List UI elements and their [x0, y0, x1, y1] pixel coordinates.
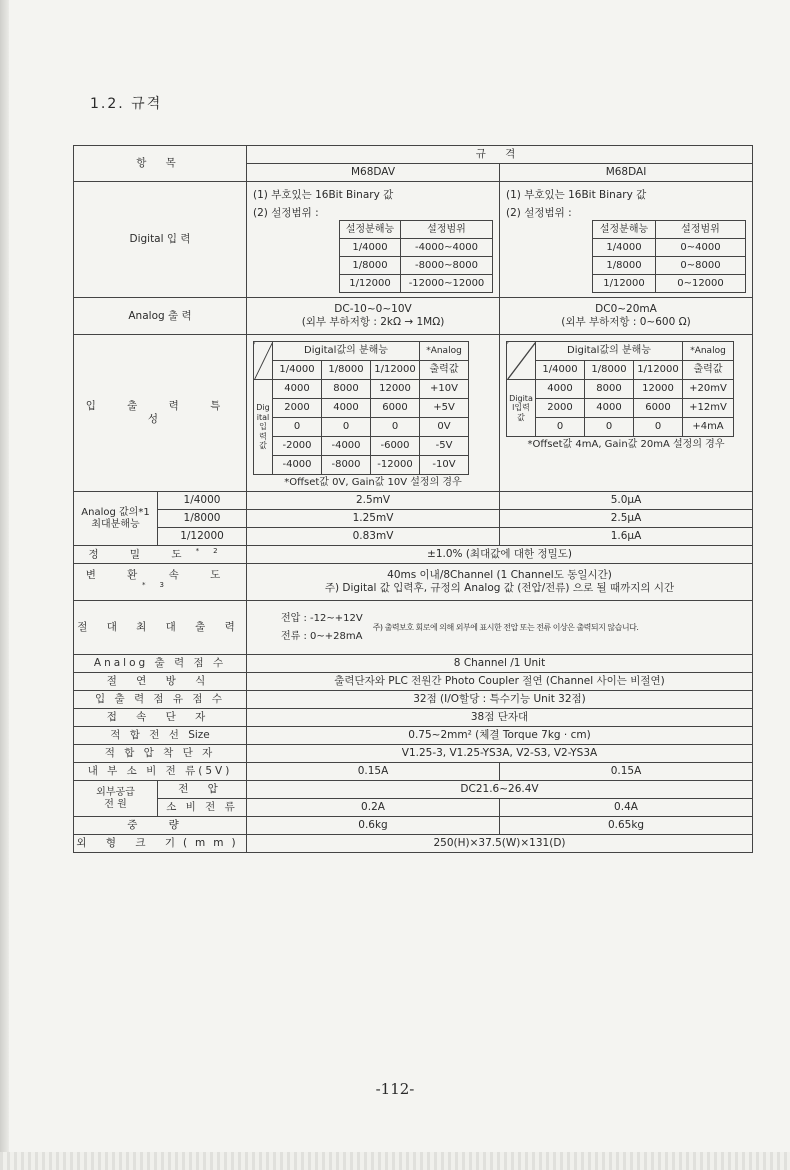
internal-current-a: 0.15A [247, 763, 500, 781]
cell: -10V [420, 456, 469, 475]
row-value: 32점 (I/O할당 : 특수기능 Unit 32점) [247, 691, 753, 709]
abs-max-value [247, 601, 753, 655]
speed-row [74, 564, 753, 601]
max-res-a: 1.25mV [247, 510, 500, 528]
cell: -2000 [273, 437, 322, 456]
cell: -12000~12000 [401, 275, 493, 293]
header-row [74, 146, 753, 164]
io-char-row [74, 335, 753, 492]
abs-max-current: 전류 : 0~+28mA [281, 630, 363, 642]
res-col: 1/12000 [634, 361, 683, 380]
cell: 1/12000 [593, 275, 656, 293]
io-char-b [500, 335, 753, 492]
speed-label [74, 564, 247, 601]
ext-current-b: 0.4A [500, 799, 753, 817]
io-b-table [506, 341, 734, 437]
io-a-note: *Offset값 0V, Gain값 10V 설정의 경우 [284, 477, 462, 488]
table-row [507, 399, 734, 418]
cell: 1/4000 [340, 239, 401, 257]
row-label: Analog 출 력 점 수 [74, 655, 247, 673]
max-res-b: 2.5μA [500, 510, 753, 528]
weight-label: 중 량 [74, 817, 247, 835]
row-value: 0.75~2mm² (체결 Torque 7kg · cm) [247, 727, 753, 745]
cell: 8000 [585, 380, 634, 399]
max-res-label-1: Analog 값의*1 [81, 506, 150, 518]
ext-voltage-value: DC21.6~26.4V [247, 781, 753, 799]
dimensions-row [74, 835, 753, 853]
cell: 1/8000 [340, 257, 401, 275]
row-label: 입 출 력 점 유 점 수 [74, 691, 247, 709]
head-digital: Digital값의 분해능 [536, 342, 683, 361]
cell: 0 [634, 418, 683, 437]
speed-sup: *3 [142, 581, 178, 590]
head-analog-1: *Analog [420, 342, 469, 361]
ext-voltage-label: 전 압 [158, 781, 247, 799]
cell: 0~8000 [656, 257, 746, 275]
cell: 2000 [536, 399, 585, 418]
cell: 6000 [634, 399, 683, 418]
table-row [254, 399, 469, 418]
table-row [340, 275, 493, 293]
digital-b-line2: (2) 설정범위 : [506, 207, 572, 219]
analog-output-row [74, 298, 753, 335]
cell: +5V [420, 399, 469, 418]
spec-table [73, 145, 753, 853]
analog-output-label: Analog 출 력 [74, 298, 247, 335]
max-res-row-3 [74, 528, 753, 546]
corner-diagonal [254, 342, 273, 380]
table-row [507, 418, 734, 437]
head-analog-2: 출력값 [420, 361, 469, 380]
accuracy-row [74, 546, 753, 564]
speed-line2: 주) Digital 값 입력후, 규정의 Analog 값 (전압/전류) 으로 될 때까지의 시간 [324, 582, 675, 594]
ext-current-row [74, 799, 753, 817]
col-res: 설정분해능 [593, 221, 656, 239]
col-range: 설정범위 [656, 221, 746, 239]
analog-b-line2: (외부 부하저항 : 0~600 Ω) [561, 316, 691, 328]
abs-max-row [74, 601, 753, 655]
digital-a-line1: (1) 부호있는 16Bit Binary 값 [253, 189, 394, 201]
accuracy-sup: *2 [195, 547, 232, 556]
accuracy-label-text: 정 밀 도 [88, 548, 196, 561]
analog-b-line1: DC0~20mA [595, 303, 657, 316]
cell: +4mA [683, 418, 734, 437]
cell: -6000 [371, 437, 420, 456]
page-edge [0, 0, 9, 1170]
max-res-a: 2.5mV [247, 492, 500, 510]
side-label: Digital입력값 [507, 380, 536, 437]
cell: 4000 [585, 399, 634, 418]
max-res-res: 1/12000 [158, 528, 247, 546]
speed-label-text: 변 환 속 도 [85, 568, 235, 581]
digital-b-range-table [592, 220, 746, 293]
head-digital: Digital값의 분해능 [273, 342, 420, 361]
res-col: 1/4000 [273, 361, 322, 380]
cell: 12000 [634, 380, 683, 399]
abs-max-note: 주) 출력보호 회로에 의해 외부에 표시한 전압 또는 전류 이상은 출력되지 않습니다. [372, 622, 639, 632]
cell: 0 [536, 418, 585, 437]
row-label-suffix: Size [188, 729, 210, 742]
max-res-row-1 [74, 492, 753, 510]
table-row [74, 673, 753, 691]
table-row [593, 257, 746, 275]
abs-max-voltage: 전압 : -12~+12V [281, 612, 363, 624]
cell: 0 [371, 418, 420, 437]
cell: 0~4000 [656, 239, 746, 257]
abs-max-label: 절 대 최 대 출 력 [74, 601, 247, 655]
table-row [74, 727, 753, 745]
cell: 0 [585, 418, 634, 437]
internal-current-b: 0.15A [500, 763, 753, 781]
table-row [593, 275, 746, 293]
weight-b: 0.65kg [500, 817, 753, 835]
corner-diagonal [507, 342, 536, 380]
col-res: 설정분해능 [340, 221, 401, 239]
table-row [254, 456, 469, 475]
cell: -4000 [273, 456, 322, 475]
table-row [74, 691, 753, 709]
max-res-row-2 [74, 510, 753, 528]
cell: 6000 [371, 399, 420, 418]
cell: 0 [322, 418, 371, 437]
cell: +20mV [683, 380, 734, 399]
max-res-label [74, 492, 158, 546]
cell: +12mV [683, 399, 734, 418]
weight-row [74, 817, 753, 835]
ext-voltage-row [74, 781, 753, 799]
col-range: 설정범위 [401, 221, 493, 239]
table-row [254, 418, 469, 437]
digital-input-row [74, 182, 753, 298]
row-label: 적 합 압 착 단 자 [74, 745, 247, 763]
cell: 1/12000 [340, 275, 401, 293]
internal-current-label: 내 부 소 비 전 류(5V) [74, 763, 247, 781]
head-analog-1: *Analog [683, 342, 734, 361]
row-label [74, 727, 247, 745]
head-analog-2: 출력값 [683, 361, 734, 380]
row-label-text: 적 합 전 선 [110, 729, 182, 742]
dimensions-value: 250(H)×37.5(W)×131(D) [247, 835, 753, 853]
header-item: 항 목 [74, 146, 247, 182]
max-res-res: 1/8000 [158, 510, 247, 528]
cell: -5V [420, 437, 469, 456]
cell: 0V [420, 418, 469, 437]
cell: -4000 [322, 437, 371, 456]
internal-current-row [74, 763, 753, 781]
side-label: Digital입력값 [254, 380, 273, 475]
res-col: 1/8000 [585, 361, 634, 380]
cell: 0 [273, 418, 322, 437]
row-value: V1.25-3, V1.25-YS3A, V2-S3, V2-YS3A [247, 745, 753, 763]
cell: 4000 [322, 399, 371, 418]
ext-current-a: 0.2A [247, 799, 500, 817]
table-row [340, 239, 493, 257]
io-b-note: *Offset값 4mA, Gain값 20mA 설정의 경우 [527, 439, 725, 450]
row-value: 출력단자와 PLC 전원간 Photo Coupler 절연 (Channel 사이는 비절연) [247, 673, 753, 691]
cell: 4000 [273, 380, 322, 399]
cell: 4000 [536, 380, 585, 399]
cell: 1/8000 [593, 257, 656, 275]
table-row [507, 380, 734, 399]
digital-input-label: Digital 입 력 [74, 182, 247, 298]
model-a: M68DAV [247, 164, 500, 182]
cell: +10V [420, 380, 469, 399]
analog-a-line1: DC-10~0~10V [334, 303, 412, 316]
scan-edge [0, 1152, 790, 1170]
cell: 8000 [322, 380, 371, 399]
digital-a-range-table [339, 220, 493, 293]
cell: 1/4000 [593, 239, 656, 257]
analog-a-line2: (외부 부하저항 : 2kΩ → 1MΩ) [301, 316, 445, 328]
speed-line1: 40ms 이내/8Channel (1 Channel도 동일시간) [387, 569, 612, 582]
table-row [74, 709, 753, 727]
ext-current-label: 소 비 전 류 [158, 799, 247, 817]
ext-supply-label-1: 외부공급 [96, 786, 135, 798]
cell: -8000 [322, 456, 371, 475]
row-value: 8 Channel /1 Unit [247, 655, 753, 673]
cell: -8000~8000 [401, 257, 493, 275]
res-col: 1/8000 [322, 361, 371, 380]
digital-input-b [500, 182, 753, 298]
model-b: M68DAI [500, 164, 753, 182]
row-label: 접 속 단 자 [74, 709, 247, 727]
cell: 12000 [371, 380, 420, 399]
accuracy-label [74, 546, 247, 564]
table-row [340, 257, 493, 275]
max-res-label-2: 최대분해능 [91, 518, 140, 530]
max-res-a: 0.83mV [247, 528, 500, 546]
io-char-label: 입 출 력 특 성 [74, 335, 247, 492]
table-row [74, 745, 753, 763]
row-label: 절 연 방 식 [74, 673, 247, 691]
section-title: 1.2. 규격 [90, 96, 163, 112]
analog-output-b [500, 298, 753, 335]
weight-a: 0.6kg [247, 817, 500, 835]
digital-a-line2: (2) 설정범위 : [253, 207, 319, 219]
table-row [593, 239, 746, 257]
table-row [254, 380, 469, 399]
cell: 2000 [273, 399, 322, 418]
page-number: -112- [375, 1080, 415, 1098]
ext-supply-label-2: 전 원 [104, 798, 127, 810]
max-res-b: 1.6μA [500, 528, 753, 546]
table-row [74, 655, 753, 673]
res-col: 1/12000 [371, 361, 420, 380]
digital-b-line1: (1) 부호있는 16Bit Binary 값 [506, 189, 647, 201]
max-res-res: 1/4000 [158, 492, 247, 510]
header-spec: 규 격 [247, 146, 753, 164]
table-row [254, 437, 469, 456]
analog-output-a [247, 298, 500, 335]
cell: 0~12000 [656, 275, 746, 293]
speed-value [247, 564, 753, 601]
accuracy-value: ±1.0% (최대값에 대한 정밀도) [247, 546, 753, 564]
res-col: 1/4000 [536, 361, 585, 380]
cell: -4000~4000 [401, 239, 493, 257]
io-a-table [253, 341, 469, 475]
dimensions-label: 외 형 크 기(mm) [74, 835, 247, 853]
io-char-a [247, 335, 500, 492]
ext-supply-label [74, 781, 158, 817]
digital-input-a [247, 182, 500, 298]
row-value: 38점 단자대 [247, 709, 753, 727]
cell: -12000 [371, 456, 420, 475]
max-res-b: 5.0μA [500, 492, 753, 510]
